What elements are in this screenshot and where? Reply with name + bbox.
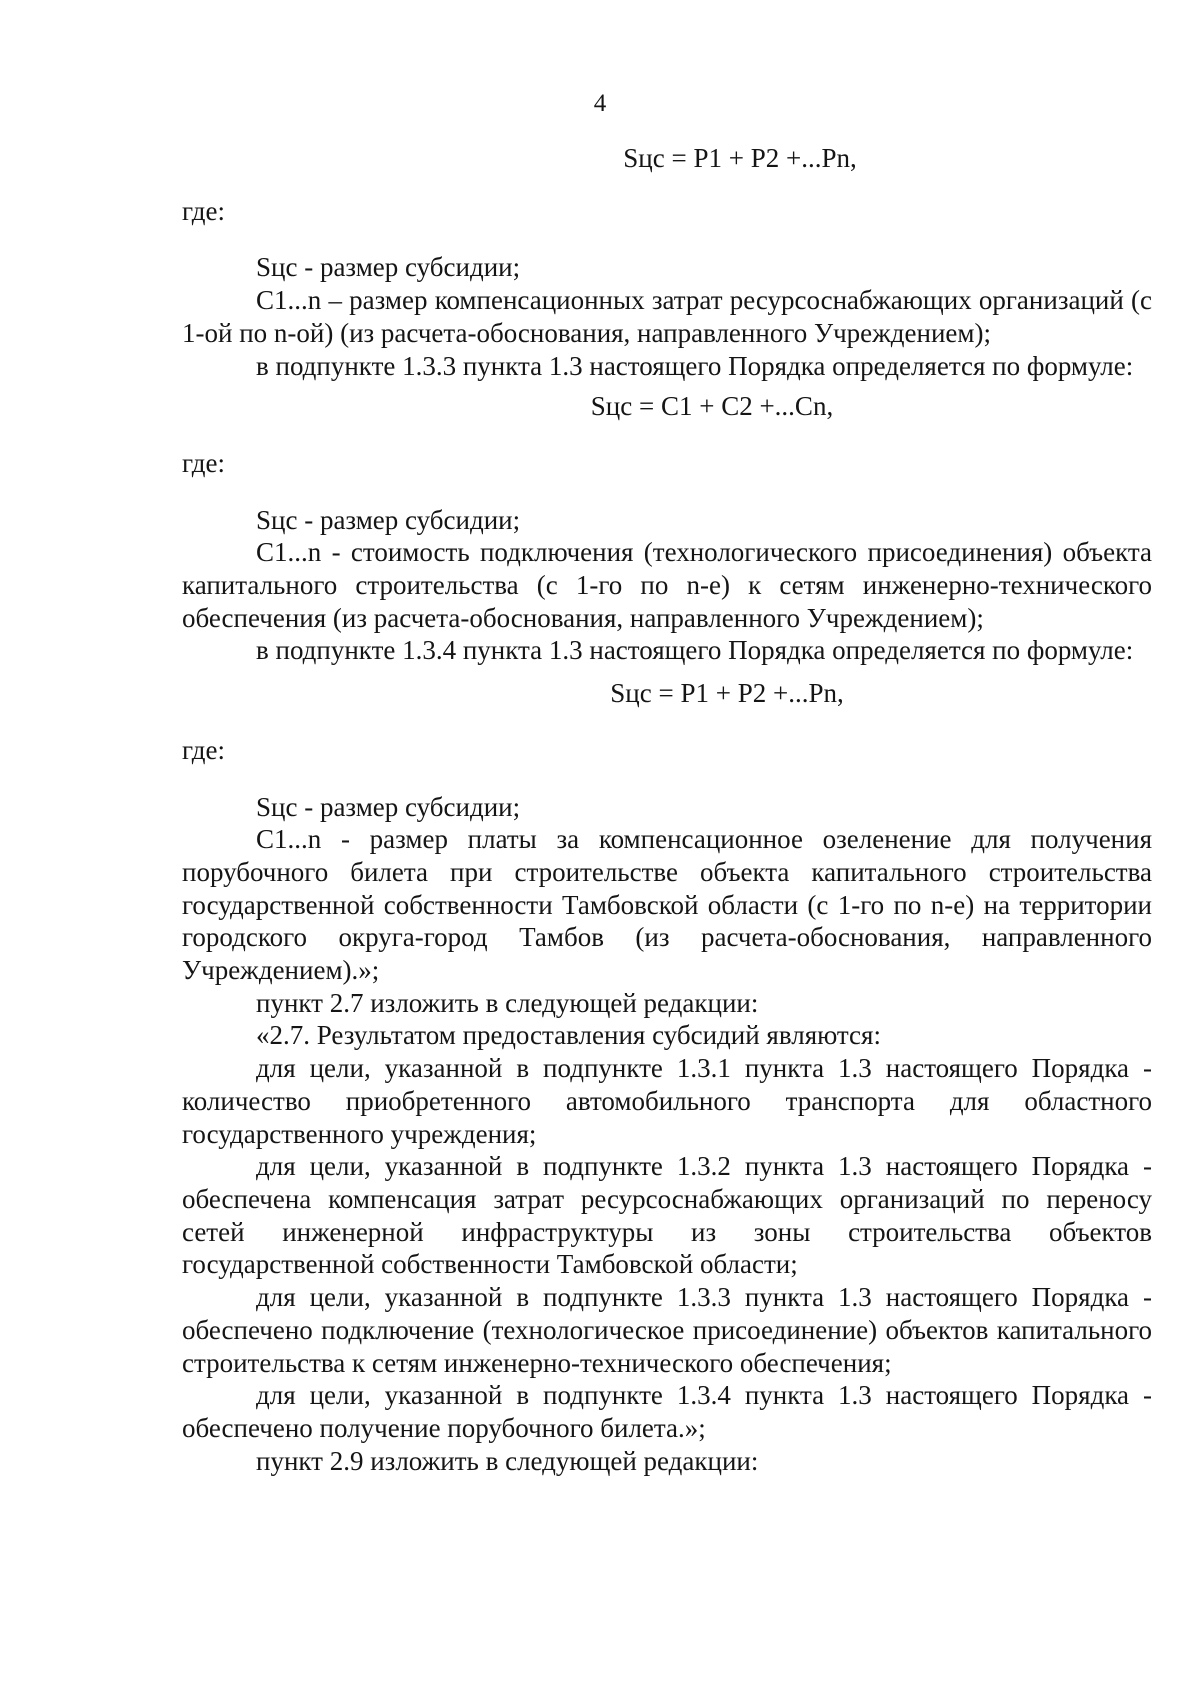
document-body: [182, 142, 1152, 1477]
formula: Sцс = Р1 + Р2 +...Рn,: [610, 678, 844, 709]
page-number: 4: [593, 90, 607, 117]
paragraph: Sцс - размер субсидии;: [256, 252, 521, 283]
paragraph: Sцс - размер субсидии;: [256, 791, 521, 822]
paragraph: для цели, указанной в подпункте 1.3.2 пункта 1.3 настоящего Порядка - обеспечена компенсация затрат ресурсоснабжающих организаций по переносу сетей инженерной инфраструктуры из зоны строительства объектов государственной собственности Тамбовской области;: [182, 1151, 1152, 1280]
paragraph: C1...n - размер платы за компенсационное озеленение для получения порубочного билета при строительстве объекта капитального строительства государственной собственности Тамбовской области (с 1-го по n-е) на территории городского округа-город Тамбов (из расчета-обоснования, направленного Учреждением).»;: [182, 824, 1152, 986]
paragraph: C1...n - стоимость подключения (технологического присоединения) объекта капитального строительства (с 1-го по n-е) к сетям инженерно-технического обеспечения (из расчета-обоснования, направленного Учреждением);: [182, 537, 1152, 633]
paragraph: в подпункте 1.3.4 пункта 1.3 настоящего Порядка определяется по формуле:: [256, 635, 1134, 666]
paragraph: в подпункте 1.3.3 пункта 1.3 настоящего Порядка определяется по формуле:: [256, 350, 1134, 381]
paragraph: пункт 2.7 изложить в следующей редакции:: [256, 987, 759, 1018]
paragraph: для цели, указанной в подпункте 1.3.3 пункта 1.3 настоящего Порядка - обеспечено подключение (технологическое присоединение) объектов капитального строительства к сетям инженерно-технического обеспечения;: [182, 1282, 1152, 1378]
formula: Sцс = С1 + С2 +...Сn,: [590, 391, 834, 422]
where-label: где:: [182, 195, 225, 226]
where-label: где:: [182, 447, 225, 478]
paragraph: для цели, указанной в подпункте 1.3.4 пункта 1.3 настоящего Порядка - обеспечено получение порубочного билета.»;: [182, 1380, 1152, 1443]
paragraph: для цели, указанной в подпункте 1.3.1 пункта 1.3 настоящего Порядка - количество приобретенного автомобильного транспорта для областного государственного учреждения;: [182, 1053, 1152, 1149]
paragraph: Sцс - размер субсидии;: [256, 504, 521, 535]
where-label: где:: [182, 734, 225, 765]
paragraph: пункт 2.9 изложить в следующей редакции:: [256, 1445, 759, 1476]
paragraph: C1...n – размер компенсационных затрат ресурсоснабжающих организаций (с 1-ой по n-ой) (из расчета-обоснования, направленного Учреждением);: [182, 285, 1152, 348]
formula: Sцс = Р1 + Р2 +...Рn,: [623, 143, 857, 173]
paragraph: «2.7. Результатом предоставления субсидий являются:: [256, 1020, 881, 1051]
